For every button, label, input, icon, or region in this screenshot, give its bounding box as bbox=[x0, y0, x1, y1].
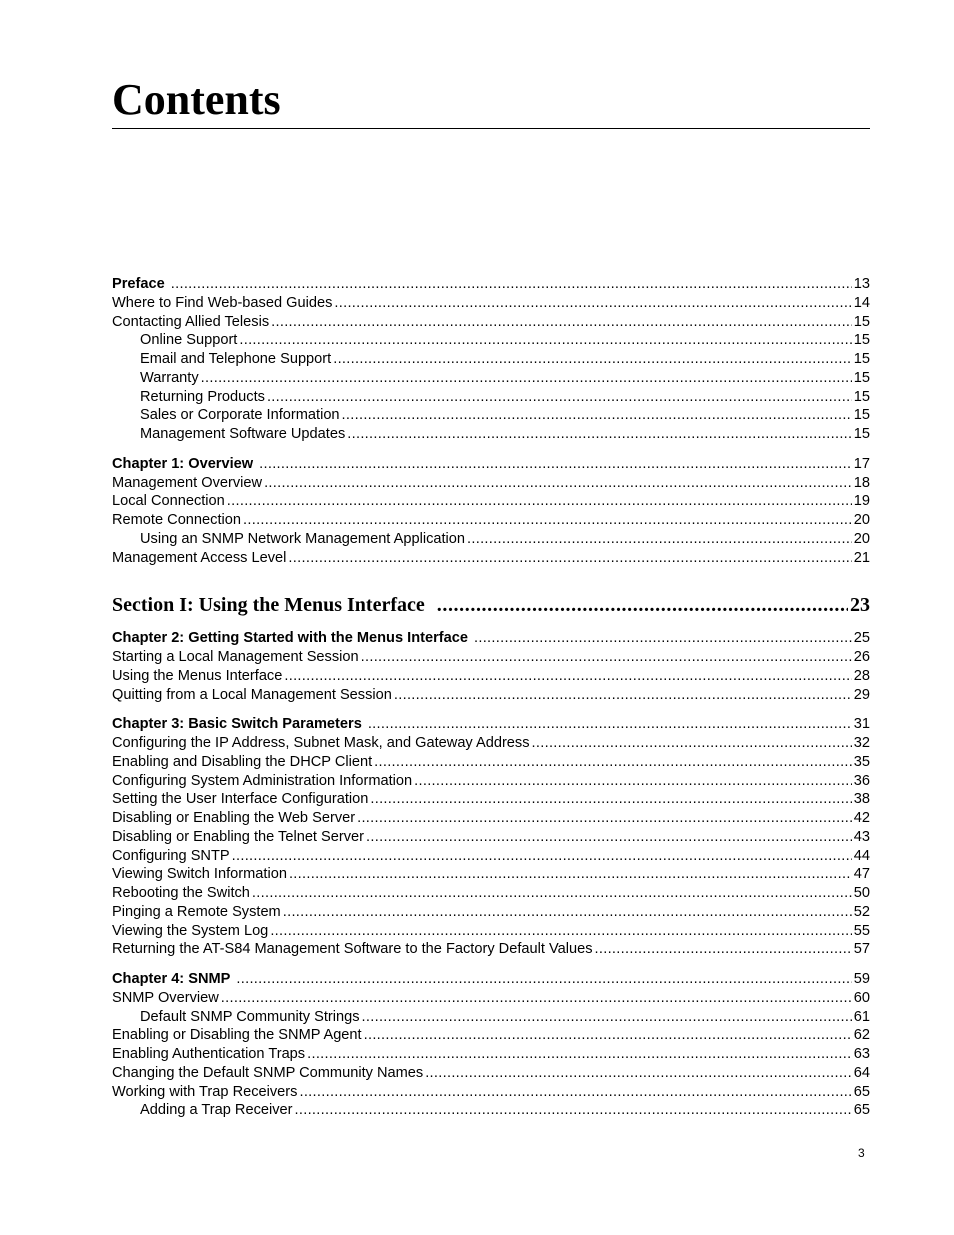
toc-entry-page: 60 bbox=[853, 989, 870, 1006]
toc-group-preface bbox=[112, 275, 870, 444]
toc-leader-dots bbox=[264, 474, 852, 493]
toc-entry-page: 20 bbox=[853, 530, 870, 547]
toc-entry-label: Management Overview bbox=[112, 474, 263, 491]
title-rule bbox=[112, 128, 870, 129]
toc-leader-dots bbox=[366, 828, 852, 847]
toc-entry-page: 18 bbox=[853, 474, 870, 491]
toc-entry-page: 55 bbox=[853, 922, 870, 939]
toc-entry-label: Sales or Corporate Information bbox=[140, 407, 340, 424]
toc-entry-label: Quitting from a Local Management Session bbox=[112, 686, 392, 703]
toc-entry[interactable] bbox=[112, 667, 870, 686]
toc-chapter-heading[interactable] bbox=[112, 970, 870, 989]
toc-entry-label: Pinging a Remote System bbox=[112, 903, 281, 920]
toc-entry-label: Where to Find Web-based Guides bbox=[112, 294, 333, 311]
toc-entry-label: Chapter 1: Overview bbox=[112, 455, 254, 472]
toc-chapter-heading[interactable] bbox=[112, 455, 870, 474]
toc-entry-page: 61 bbox=[853, 1008, 870, 1025]
toc-entry-page: 65 bbox=[853, 1102, 870, 1119]
toc-leader-dots bbox=[368, 715, 852, 734]
toc-entry-label: Using an SNMP Network Management Application bbox=[140, 530, 466, 547]
toc-entry[interactable] bbox=[112, 388, 870, 407]
toc-entry[interactable] bbox=[112, 809, 870, 828]
toc-leader-dots bbox=[259, 455, 852, 474]
toc-leader-dots bbox=[374, 753, 852, 772]
toc-leader-dots bbox=[171, 275, 852, 294]
toc-leader-dots bbox=[295, 1101, 852, 1120]
toc-entry-label: Contacting Allied Telesis bbox=[112, 313, 270, 330]
toc-entry-page: 15 bbox=[853, 369, 870, 386]
toc-section-page: 23 bbox=[850, 594, 870, 617]
toc-entry-label: Email and Telephone Support bbox=[140, 351, 332, 367]
toc-entry[interactable] bbox=[112, 772, 870, 791]
toc-entry[interactable] bbox=[112, 331, 870, 350]
toc-leader-dots bbox=[267, 388, 852, 407]
toc-leader-dots bbox=[221, 989, 852, 1008]
toc-entry-label: Management Access Level bbox=[112, 549, 287, 566]
toc-leader-dots bbox=[364, 1026, 852, 1045]
toc-leader-dots bbox=[595, 940, 852, 959]
toc-entry-page: 14 bbox=[853, 294, 870, 311]
toc-group-chapter1 bbox=[112, 455, 870, 568]
toc-entry-label: Enabling Authentication Traps bbox=[112, 1046, 306, 1062]
toc-entry-label: Preface bbox=[112, 276, 165, 292]
toc-entry[interactable] bbox=[112, 922, 870, 941]
toc-leader-dots bbox=[370, 790, 851, 809]
toc-entry-label: Viewing the System Log bbox=[112, 922, 269, 939]
toc-group-chapter3 bbox=[112, 715, 870, 959]
toc-entry-page: 29 bbox=[853, 686, 870, 703]
toc-entry[interactable] bbox=[112, 865, 870, 884]
toc-leader-dots bbox=[425, 1064, 852, 1083]
toc-entry[interactable] bbox=[112, 425, 870, 444]
page-number: 3 bbox=[858, 1146, 865, 1160]
toc-entry-page: 15 bbox=[853, 407, 870, 424]
toc-chapter-heading[interactable] bbox=[112, 275, 870, 294]
toc-entry-label: Configuring System Administration Information bbox=[112, 772, 413, 789]
toc-entry-label: Chapter 3: Basic Switch Parameters bbox=[112, 716, 362, 733]
toc-entry-label: Rebooting the Switch bbox=[112, 885, 250, 901]
toc-leader-dots bbox=[289, 865, 852, 884]
toc-leader-dots bbox=[362, 1008, 852, 1027]
toc-entry-page: 63 bbox=[853, 1046, 870, 1062]
toc-entry[interactable] bbox=[112, 847, 870, 866]
toc-entry-page: 44 bbox=[853, 847, 870, 864]
toc-entry-label: Remote Connection bbox=[112, 512, 241, 528]
toc-chapter-heading[interactable] bbox=[112, 629, 870, 648]
toc-entry[interactable] bbox=[112, 884, 870, 903]
toc-leader-dots bbox=[288, 549, 851, 568]
toc-entry-page: 65 bbox=[853, 1083, 870, 1100]
toc-entry-label: Changing the Default SNMP Community Names bbox=[112, 1064, 424, 1081]
toc-entry-page: 42 bbox=[853, 810, 870, 826]
toc-entry-page: 35 bbox=[853, 753, 870, 770]
toc-entry-label: Enabling or Disabling the SNMP Agent bbox=[112, 1027, 362, 1044]
toc-entry-page: 64 bbox=[853, 1064, 870, 1081]
toc-entry-label: Configuring the IP Address, Subnet Mask, and Gateway Address bbox=[112, 735, 530, 751]
toc-entry-page: 15 bbox=[853, 388, 870, 405]
toc-leader-dots bbox=[284, 667, 851, 686]
toc-entry-page: 15 bbox=[853, 351, 870, 367]
toc-entry-page: 20 bbox=[853, 512, 870, 528]
toc-leader-dots bbox=[342, 406, 852, 425]
toc-entry[interactable] bbox=[112, 530, 870, 549]
toc-entry[interactable] bbox=[112, 648, 870, 667]
toc-entry-page: 47 bbox=[853, 866, 870, 883]
toc-leader-dots bbox=[414, 772, 852, 791]
toc-entry-label: SNMP Overview bbox=[112, 989, 219, 1006]
toc-entry-label: Returning the AT-S84 Management Software to the Factory Default Values bbox=[112, 941, 593, 958]
toc-leader-dots bbox=[227, 492, 852, 511]
toc-entry[interactable] bbox=[112, 1045, 870, 1064]
toc-entry-label: Disabling or Enabling the Web Server bbox=[112, 810, 356, 826]
toc-entry-label: Returning Products bbox=[140, 388, 265, 405]
toc-entry[interactable] bbox=[112, 790, 870, 809]
toc-leader-dots bbox=[334, 294, 851, 313]
toc-entry[interactable] bbox=[112, 549, 870, 568]
toc-leader-dots bbox=[347, 425, 852, 444]
toc-leader-dots bbox=[474, 629, 852, 648]
table-of-contents bbox=[112, 275, 870, 1120]
toc-entry-page: 31 bbox=[853, 716, 870, 733]
toc-entry-label: Warranty bbox=[140, 369, 199, 386]
toc-entry[interactable] bbox=[112, 369, 870, 388]
toc-entry-page: 17 bbox=[853, 455, 870, 472]
toc-entry[interactable] bbox=[112, 492, 870, 511]
toc-entry-label: Viewing Switch Information bbox=[112, 866, 287, 883]
toc-entry-label: Using the Menus Interface bbox=[112, 667, 283, 684]
toc-entry-label: Configuring SNTP bbox=[112, 847, 230, 864]
toc-leader-dots bbox=[467, 530, 852, 549]
page-title: Contents bbox=[112, 75, 281, 124]
toc-leader-dots bbox=[239, 331, 851, 350]
toc-entry[interactable] bbox=[112, 753, 870, 772]
toc-entry-label: Starting a Local Management Session bbox=[112, 649, 359, 665]
toc-leader-dots bbox=[270, 922, 851, 941]
toc-entry-page: 19 bbox=[853, 493, 870, 510]
toc-entry-page: 38 bbox=[853, 791, 870, 808]
toc-leader-dots bbox=[333, 350, 852, 369]
toc-entry[interactable] bbox=[112, 474, 870, 493]
toc-entry-page: 15 bbox=[853, 313, 870, 330]
toc-entry[interactable] bbox=[112, 828, 870, 847]
toc-entry[interactable] bbox=[112, 734, 870, 753]
toc-entry-label: Enabling and Disabling the DHCP Client bbox=[112, 753, 373, 770]
toc-entry-page: 50 bbox=[853, 885, 870, 901]
toc-entry[interactable] bbox=[112, 294, 870, 313]
toc-entry-label: Local Connection bbox=[112, 493, 225, 510]
toc-entry[interactable] bbox=[112, 1101, 870, 1120]
toc-entry[interactable] bbox=[112, 406, 870, 425]
toc-leader-dots bbox=[361, 648, 852, 667]
toc-section-label: Section I: Using the Menus Interface bbox=[112, 594, 425, 617]
toc-entry-page: 36 bbox=[853, 772, 870, 789]
toc-entry[interactable] bbox=[112, 989, 870, 1008]
toc-entry-label: Adding a Trap Receiver bbox=[140, 1102, 293, 1119]
toc-leader-dots bbox=[357, 809, 852, 828]
toc-entry-label: Chapter 2: Getting Started with the Menus Interface bbox=[112, 630, 468, 647]
toc-leader-dots bbox=[299, 1083, 851, 1102]
toc-entry-label: Management Software Updates bbox=[140, 426, 346, 442]
toc-leader-dots bbox=[394, 686, 852, 705]
toc-entry-page: 15 bbox=[853, 426, 870, 442]
toc-leader-dots bbox=[236, 970, 851, 989]
toc-chapter-heading[interactable] bbox=[112, 715, 870, 734]
toc-group-chapter2 bbox=[112, 629, 870, 704]
toc-leader-dots bbox=[252, 884, 852, 903]
toc-leader-dots bbox=[243, 511, 852, 530]
toc-leader-dots bbox=[307, 1045, 852, 1064]
toc-entry-page: 57 bbox=[853, 941, 870, 958]
toc-entry-page: 62 bbox=[853, 1027, 870, 1044]
toc-entry[interactable] bbox=[112, 940, 870, 959]
toc-section-heading[interactable] bbox=[112, 591, 870, 619]
toc-entry[interactable] bbox=[112, 350, 870, 369]
toc-entry-page: 28 bbox=[853, 667, 870, 684]
toc-leader-dots bbox=[437, 591, 848, 619]
toc-entry-page: 59 bbox=[853, 971, 870, 987]
toc-entry-label: Setting the User Interface Configuration bbox=[112, 791, 369, 808]
toc-entry[interactable] bbox=[112, 1064, 870, 1083]
toc-entry-label: Online Support bbox=[140, 332, 238, 349]
toc-entry-page: 52 bbox=[853, 903, 870, 920]
toc-entry-page: 21 bbox=[853, 549, 870, 566]
toc-entry[interactable] bbox=[112, 903, 870, 922]
toc-entry[interactable] bbox=[112, 511, 870, 530]
toc-entry-page: 43 bbox=[853, 828, 870, 845]
toc-leader-dots bbox=[271, 313, 852, 332]
toc-entry-page: 32 bbox=[853, 735, 870, 751]
toc-entry-label: Default SNMP Community Strings bbox=[140, 1008, 360, 1025]
toc-entry[interactable] bbox=[112, 1008, 870, 1027]
toc-entry-page: 26 bbox=[853, 649, 870, 665]
toc-leader-dots bbox=[283, 903, 852, 922]
toc-group-chapter4 bbox=[112, 970, 870, 1120]
toc-entry[interactable] bbox=[112, 1026, 870, 1045]
toc-entry-label: Chapter 4: SNMP bbox=[112, 971, 231, 987]
toc-leader-dots bbox=[201, 369, 852, 388]
toc-entry-label: Working with Trap Receivers bbox=[112, 1083, 298, 1100]
toc-entry[interactable] bbox=[112, 686, 870, 705]
toc-entry-page: 15 bbox=[853, 332, 870, 349]
toc-leader-dots bbox=[232, 847, 852, 866]
toc-entry-label: Disabling or Enabling the Telnet Server bbox=[112, 828, 365, 845]
toc-entry-page: 13 bbox=[853, 276, 870, 292]
toc-entry[interactable] bbox=[112, 313, 870, 332]
toc-entry-page: 25 bbox=[853, 630, 870, 647]
toc-entry[interactable] bbox=[112, 1083, 870, 1102]
toc-leader-dots bbox=[532, 734, 852, 753]
